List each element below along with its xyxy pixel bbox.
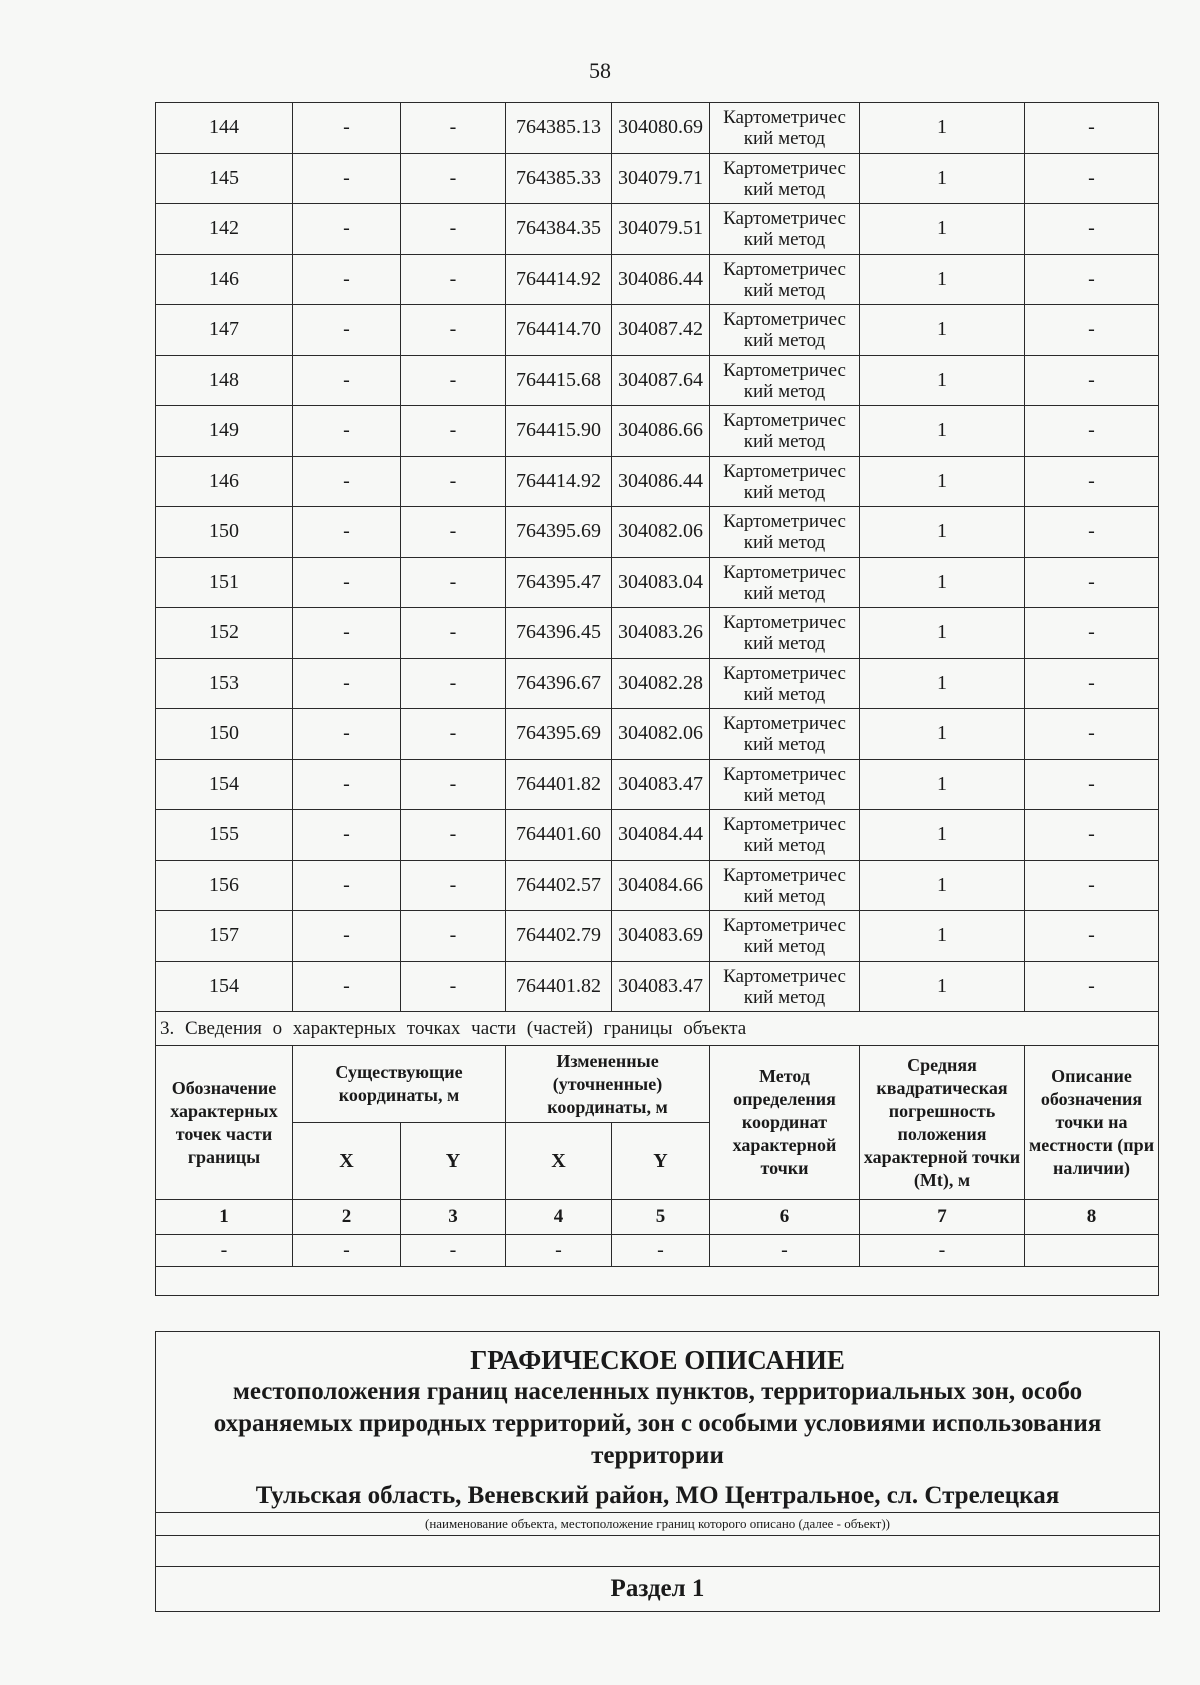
object-caption: (наименование объекта, местоположение границ которого описано (далее - объект)) <box>156 1512 1159 1535</box>
table-row <box>156 608 1159 659</box>
column-number: 6 <box>710 1200 860 1235</box>
accuracy-cell: 1 <box>860 153 1025 204</box>
method-cell: Картометричес кий метод <box>710 355 860 406</box>
existing-y-cell: - <box>401 911 506 962</box>
coord-y-cell: 304083.04 <box>612 557 710 608</box>
point-id-cell: 147 <box>156 305 293 356</box>
existing-x-cell: - <box>293 608 401 659</box>
existing-x-cell: - <box>293 305 401 356</box>
header-changed-x: X <box>506 1123 612 1200</box>
existing-x-cell: - <box>293 507 401 558</box>
description-cell: - <box>1025 911 1159 962</box>
existing-x-cell: - <box>293 355 401 406</box>
coord-x-cell: 764401.82 <box>506 759 612 810</box>
point-id-cell: 150 <box>156 709 293 760</box>
point-id-cell: 148 <box>156 355 293 406</box>
method-cell: Картометричес кий метод <box>710 709 860 760</box>
existing-x-cell: - <box>293 406 401 457</box>
coord-x-cell: 764415.68 <box>506 355 612 406</box>
existing-x-cell: - <box>293 658 401 709</box>
coord-x-cell: 764415.90 <box>506 406 612 457</box>
point-id-cell: 145 <box>156 153 293 204</box>
method-cell: Картометричес кий метод <box>710 204 860 255</box>
existing-y-cell: - <box>401 103 506 154</box>
coord-y-cell: 304086.44 <box>612 456 710 507</box>
coord-y-cell: 304084.44 <box>612 810 710 861</box>
point-id-cell: 149 <box>156 406 293 457</box>
table-row <box>156 153 1159 204</box>
description-cell: - <box>1025 557 1159 608</box>
coord-y-cell: 304083.47 <box>612 961 710 1012</box>
point-id-cell: 157 <box>156 911 293 962</box>
point-id-cell: 146 <box>156 254 293 305</box>
accuracy-cell: 1 <box>860 355 1025 406</box>
existing-y-cell: - <box>401 355 506 406</box>
header-description: Описание обозначения точки на местности (при наличии) <box>1025 1046 1159 1200</box>
table-row <box>156 658 1159 709</box>
existing-x-cell: - <box>293 961 401 1012</box>
existing-y-cell: - <box>401 406 506 457</box>
header-designation: Обозначение характерных точек части границы <box>156 1046 293 1200</box>
header-existing: Существующие координаты, м <box>293 1046 506 1123</box>
coord-x-cell: 764401.82 <box>506 961 612 1012</box>
coord-y-cell: 304082.28 <box>612 658 710 709</box>
existing-y-cell: - <box>401 658 506 709</box>
table-row <box>156 456 1159 507</box>
coord-y-cell: 304087.42 <box>612 305 710 356</box>
graphic-title: ГРАФИЧЕСКОЕ ОПИСАНИЕ <box>470 1345 845 1375</box>
accuracy-cell: 1 <box>860 658 1025 709</box>
point-id-cell: 144 <box>156 103 293 154</box>
page-number: 58 <box>589 58 611 83</box>
existing-y-cell: - <box>401 456 506 507</box>
point-id-cell: 146 <box>156 456 293 507</box>
point-id-cell: 142 <box>156 204 293 255</box>
graphic-description-box <box>155 1331 1160 1612</box>
existing-y-cell: - <box>401 608 506 659</box>
header-method: Метод определения координат характерной точки <box>710 1046 860 1200</box>
coord-x-cell: 764385.33 <box>506 153 612 204</box>
existing-x-cell: - <box>293 557 401 608</box>
accuracy-cell: 1 <box>860 810 1025 861</box>
coord-x-cell: 764414.92 <box>506 254 612 305</box>
point-id-cell: 154 <box>156 759 293 810</box>
method-cell: Картометричес кий метод <box>710 254 860 305</box>
existing-y-cell: - <box>401 709 506 760</box>
accuracy-cell: 1 <box>860 456 1025 507</box>
existing-y-cell: - <box>401 254 506 305</box>
point-id-cell: 150 <box>156 507 293 558</box>
coord-y-cell: 304084.66 <box>612 860 710 911</box>
coord-x-cell: 764384.35 <box>506 204 612 255</box>
coord-y-cell: 304082.06 <box>612 507 710 558</box>
coord-y-cell: 304083.47 <box>612 759 710 810</box>
coord-y-cell: 304079.51 <box>612 204 710 255</box>
description-cell: - <box>1025 153 1159 204</box>
existing-y-cell: - <box>401 810 506 861</box>
accuracy-cell: 1 <box>860 557 1025 608</box>
coord-x-cell: 764395.69 <box>506 507 612 558</box>
description-cell: - <box>1025 860 1159 911</box>
description-cell: - <box>1025 507 1159 558</box>
description-cell: - <box>1025 204 1159 255</box>
coord-y-cell: 304086.44 <box>612 254 710 305</box>
graphic-subtitle: местоположения границ населенных пунктов, территориальных зон, особо охраняемых природных территорий, зон с особыми условиями использования территории <box>213 1378 1102 1469</box>
coord-y-cell: 304080.69 <box>612 103 710 154</box>
accuracy-cell: 1 <box>860 254 1025 305</box>
table-row <box>156 911 1159 962</box>
existing-x-cell: - <box>293 911 401 962</box>
description-cell: - <box>1025 406 1159 457</box>
description-cell: - <box>1025 759 1159 810</box>
table-row <box>156 507 1159 558</box>
point-id-cell: 154 <box>156 961 293 1012</box>
description-cell: - <box>1025 103 1159 154</box>
accuracy-cell: 1 <box>860 507 1025 558</box>
coord-x-cell: 764396.67 <box>506 658 612 709</box>
method-cell: Картометричес кий метод <box>710 608 860 659</box>
accuracy-cell: 1 <box>860 406 1025 457</box>
description-cell: - <box>1025 608 1159 659</box>
description-cell: - <box>1025 810 1159 861</box>
point-id-cell: 155 <box>156 810 293 861</box>
coord-x-cell: 764402.57 <box>506 860 612 911</box>
accuracy-cell: 1 <box>860 911 1025 962</box>
existing-y-cell: - <box>401 860 506 911</box>
existing-x-cell: - <box>293 103 401 154</box>
point-id-cell: 152 <box>156 608 293 659</box>
header-changed: Измененные (уточненные) координаты, м <box>506 1046 710 1123</box>
existing-x-cell: - <box>293 810 401 861</box>
accuracy-cell: 1 <box>860 709 1025 760</box>
existing-x-cell: - <box>293 860 401 911</box>
existing-y-cell: - <box>401 507 506 558</box>
table-row <box>156 406 1159 457</box>
method-cell: Картометричес кий метод <box>710 557 860 608</box>
method-cell: Картометричес кий метод <box>710 153 860 204</box>
table-row <box>156 355 1159 406</box>
existing-x-cell: - <box>293 456 401 507</box>
table-row <box>156 254 1159 305</box>
column-number: 7 <box>860 1200 1025 1235</box>
coord-y-cell: 304079.71 <box>612 153 710 204</box>
point-id-cell: 156 <box>156 860 293 911</box>
method-cell: Картометричес кий метод <box>710 406 860 457</box>
point-id-cell: 153 <box>156 658 293 709</box>
accuracy-cell: 1 <box>860 860 1025 911</box>
column-number: 4 <box>506 1200 612 1235</box>
cell: - <box>156 1235 293 1267</box>
section3-data-row <box>156 1235 1159 1267</box>
coord-y-cell: 304087.64 <box>612 355 710 406</box>
cell: - <box>401 1235 506 1267</box>
point-id-cell: 151 <box>156 557 293 608</box>
cell: - <box>612 1235 710 1267</box>
coord-x-cell: 764402.79 <box>506 911 612 962</box>
coord-y-cell: 304083.26 <box>612 608 710 659</box>
table-row <box>156 103 1159 154</box>
existing-x-cell: - <box>293 254 401 305</box>
method-cell: Картометричес кий метод <box>710 507 860 558</box>
description-cell: - <box>1025 961 1159 1012</box>
column-number: 5 <box>612 1200 710 1235</box>
cell: - <box>506 1235 612 1267</box>
coord-y-cell: 304083.69 <box>612 911 710 962</box>
cell: - <box>293 1235 401 1267</box>
column-number: 2 <box>293 1200 401 1235</box>
header-existing-y: Y <box>401 1123 506 1200</box>
coord-x-cell: 764395.47 <box>506 557 612 608</box>
section-label: Раздел 1 <box>156 1566 1159 1611</box>
description-cell: - <box>1025 456 1159 507</box>
description-cell: - <box>1025 658 1159 709</box>
section3-title: 3. Сведения о характерных точках части (частей) границы объекта <box>156 1012 1159 1046</box>
coord-x-cell: 764401.60 <box>506 810 612 861</box>
table-row <box>156 709 1159 760</box>
table-row <box>156 759 1159 810</box>
accuracy-cell: 1 <box>860 305 1025 356</box>
table-row <box>156 204 1159 255</box>
coord-x-cell: 764414.92 <box>506 456 612 507</box>
table-row <box>156 810 1159 861</box>
existing-y-cell: - <box>401 557 506 608</box>
accuracy-cell: 1 <box>860 759 1025 810</box>
accuracy-cell: 1 <box>860 961 1025 1012</box>
accuracy-cell: 1 <box>860 204 1025 255</box>
blank-row <box>156 1267 1159 1296</box>
header-accuracy: Средняя квадратическая погрешность положения характерной точки (Mt), м <box>860 1046 1025 1200</box>
description-cell: - <box>1025 254 1159 305</box>
coord-x-cell: 764395.69 <box>506 709 612 760</box>
description-cell: - <box>1025 355 1159 406</box>
existing-y-cell: - <box>401 153 506 204</box>
method-cell: Картометричес кий метод <box>710 103 860 154</box>
method-cell: Картометричес кий метод <box>710 658 860 709</box>
existing-y-cell: - <box>401 305 506 356</box>
table-row <box>156 860 1159 911</box>
accuracy-cell: 1 <box>860 608 1025 659</box>
description-cell: - <box>1025 709 1159 760</box>
coord-y-cell: 304086.66 <box>612 406 710 457</box>
column-number: 8 <box>1025 1200 1159 1235</box>
column-number: 1 <box>156 1200 293 1235</box>
cell: - <box>710 1235 860 1267</box>
existing-y-cell: - <box>401 204 506 255</box>
description-cell: - <box>1025 305 1159 356</box>
table-row <box>156 557 1159 608</box>
header-existing-x: X <box>293 1123 401 1200</box>
spacer-row <box>156 1535 1159 1566</box>
method-cell: Картометричес кий метод <box>710 961 860 1012</box>
cell: - <box>860 1235 1025 1267</box>
existing-x-cell: - <box>293 153 401 204</box>
coord-y-cell: 304082.06 <box>612 709 710 760</box>
accuracy-cell: 1 <box>860 103 1025 154</box>
method-cell: Картометричес кий метод <box>710 305 860 356</box>
table-row <box>156 305 1159 356</box>
existing-x-cell: - <box>293 759 401 810</box>
coord-x-cell: 764385.13 <box>506 103 612 154</box>
column-numbers-row <box>156 1200 1159 1235</box>
coord-x-cell: 764414.70 <box>506 305 612 356</box>
coord-x-cell: 764396.45 <box>506 608 612 659</box>
table-row <box>156 961 1159 1012</box>
method-cell: Картометричес кий метод <box>710 759 860 810</box>
column-number: 3 <box>401 1200 506 1235</box>
existing-y-cell: - <box>401 961 506 1012</box>
method-cell: Картометричес кий метод <box>710 860 860 911</box>
method-cell: Картометричес кий метод <box>710 810 860 861</box>
object-name: Тульская область, Веневский район, МО Центральное, сл. Стрелецкая <box>255 1482 1060 1509</box>
method-cell: Картометричес кий метод <box>710 456 860 507</box>
coordinates-table <box>155 102 1159 1296</box>
existing-x-cell: - <box>293 204 401 255</box>
existing-x-cell: - <box>293 709 401 760</box>
cell <box>1025 1235 1159 1267</box>
header-changed-y: Y <box>612 1123 710 1200</box>
method-cell: Картометричес кий метод <box>710 911 860 962</box>
existing-y-cell: - <box>401 759 506 810</box>
